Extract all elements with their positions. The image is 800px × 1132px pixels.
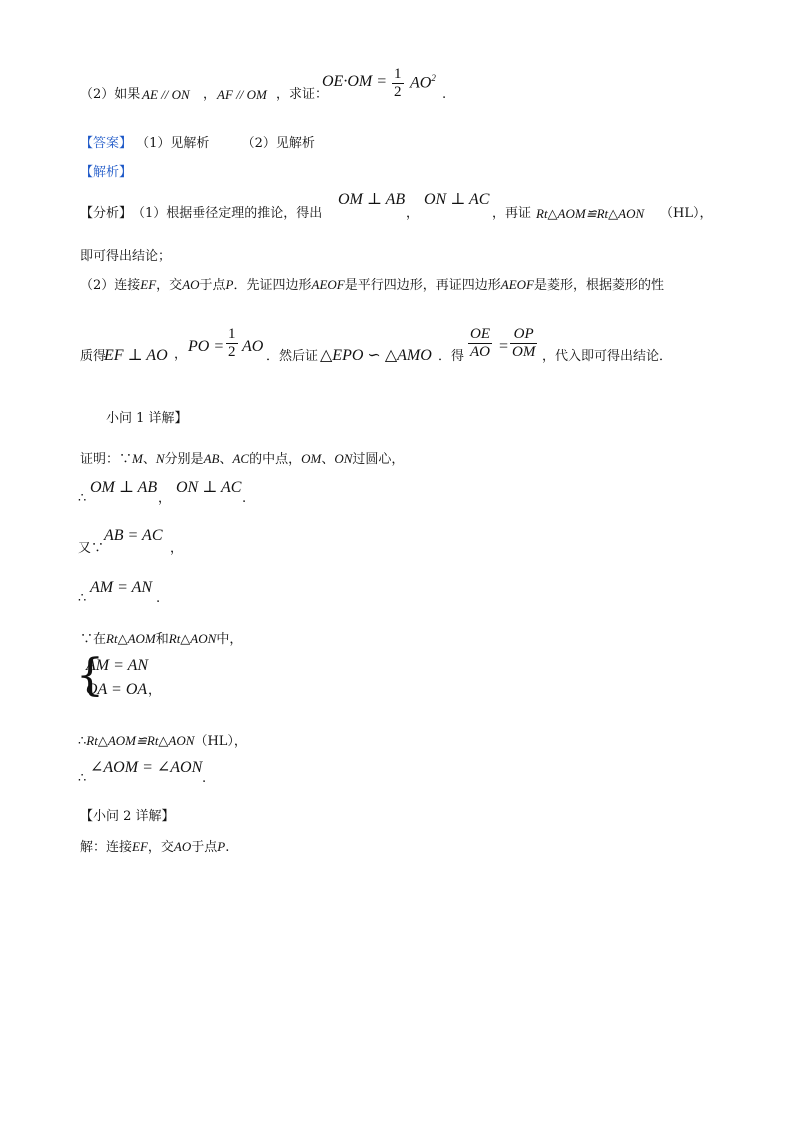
l4-equals: = (498, 338, 509, 355)
sys-comma: ， (148, 683, 162, 698)
l4-frac-2: $\frac{OP}{OM}$ (512, 326, 536, 361)
l4-text-i: ，代入即可得出结论． (542, 349, 673, 364)
sub1-title: 小问 1 详解】 (106, 411, 188, 426)
answer-tag: 【答案】 (80, 136, 133, 151)
fenxi-formula-3: Rt△AOM≌Rt△AON (536, 206, 645, 221)
l4-text-a: 质得 (80, 349, 107, 364)
left-brace: { (76, 650, 104, 701)
answer-part1: （1）见解析 (136, 136, 210, 151)
proof-line-2: ∴ OM ⊥ AB ， ON ⊥ AC . (78, 479, 247, 506)
proof-line-7: ∴ ∠AOM = ∠AON . (78, 759, 207, 786)
fenxi-tag: 【分析】 (80, 206, 133, 221)
q2-cond2: AF // OM (217, 87, 267, 102)
analysis-line-4 (80, 324, 740, 372)
l4-po: PO = (188, 338, 225, 355)
proof-line-5: ∵在Rt△AOM和Rt△AON中， (80, 631, 243, 647)
system-equations (76, 650, 278, 706)
q2-end: . (442, 87, 447, 102)
q2-fraction: $\frac{1}{2}$ (394, 66, 402, 101)
l4-ao: AO (242, 338, 264, 355)
l4-text-f: ．然后证 (266, 349, 319, 364)
proof-line-4: ∴ AM = AN . (78, 579, 161, 606)
q2-lhs: OE·OM = (322, 73, 388, 90)
analysis-line-1 (80, 192, 740, 222)
answer-line (80, 137, 315, 150)
proof-line-3: 又∵ AB = AC ， (78, 527, 184, 556)
l4-comma: ， (174, 347, 188, 362)
fenxi-text-1: （1）根据垂径定理的推论，得出 (132, 206, 323, 221)
l4-text-h: ．得 (438, 349, 465, 364)
l4-half: $\frac{1}{2}$ (228, 326, 236, 361)
analysis-line-2: 即可得出结论； (80, 249, 172, 264)
proof-line-1: 证明：∵M、N分别是AB、AC的中点，OM、ON过圆心， (80, 451, 405, 467)
fenxi-formula-1: OM ⊥ AB (338, 191, 406, 208)
sys-eq-2: OA = OA (86, 681, 148, 698)
q2-label: （2）如果 (80, 87, 141, 102)
q2-prove: ，求证： (276, 87, 329, 102)
proof-line-6: ∴Rt△AOM≌Rt△AON（HL）， (78, 733, 247, 749)
sub2-title: 【小问 2 详解】 (80, 809, 175, 824)
sys-eq-1: AM = AN (86, 657, 149, 674)
q2-cond1: AE // ON (142, 87, 190, 102)
l4-frac-1: $\frac{OE}{AO}$ (470, 326, 490, 361)
fenxi-text-3: （HL）， (660, 206, 713, 221)
q2-rhs: $AO^2$ (410, 73, 436, 92)
fenxi-text-2: ，再证 (492, 206, 532, 221)
fenxi-comma: ， (406, 206, 420, 221)
l4-formula-b: EF ⊥ AO (104, 347, 168, 364)
q2-comma: ， (203, 87, 217, 102)
l4-similar: △EPO ∽ △AMO (320, 347, 432, 364)
answer-part2: （2）见解析 (241, 136, 315, 151)
analysis-line-3: （2）连接EF，交AO于点P．先证四边形AEOF是平行四边形，再证四边形AEOF是菱形，根据菱形的性 (80, 277, 664, 293)
sub2-line-1: 解：连接EF，交AO于点P. (80, 839, 230, 855)
analysis-tag: 【解析】 (80, 165, 133, 180)
fenxi-formula-2: ON ⊥ AC (424, 191, 490, 208)
